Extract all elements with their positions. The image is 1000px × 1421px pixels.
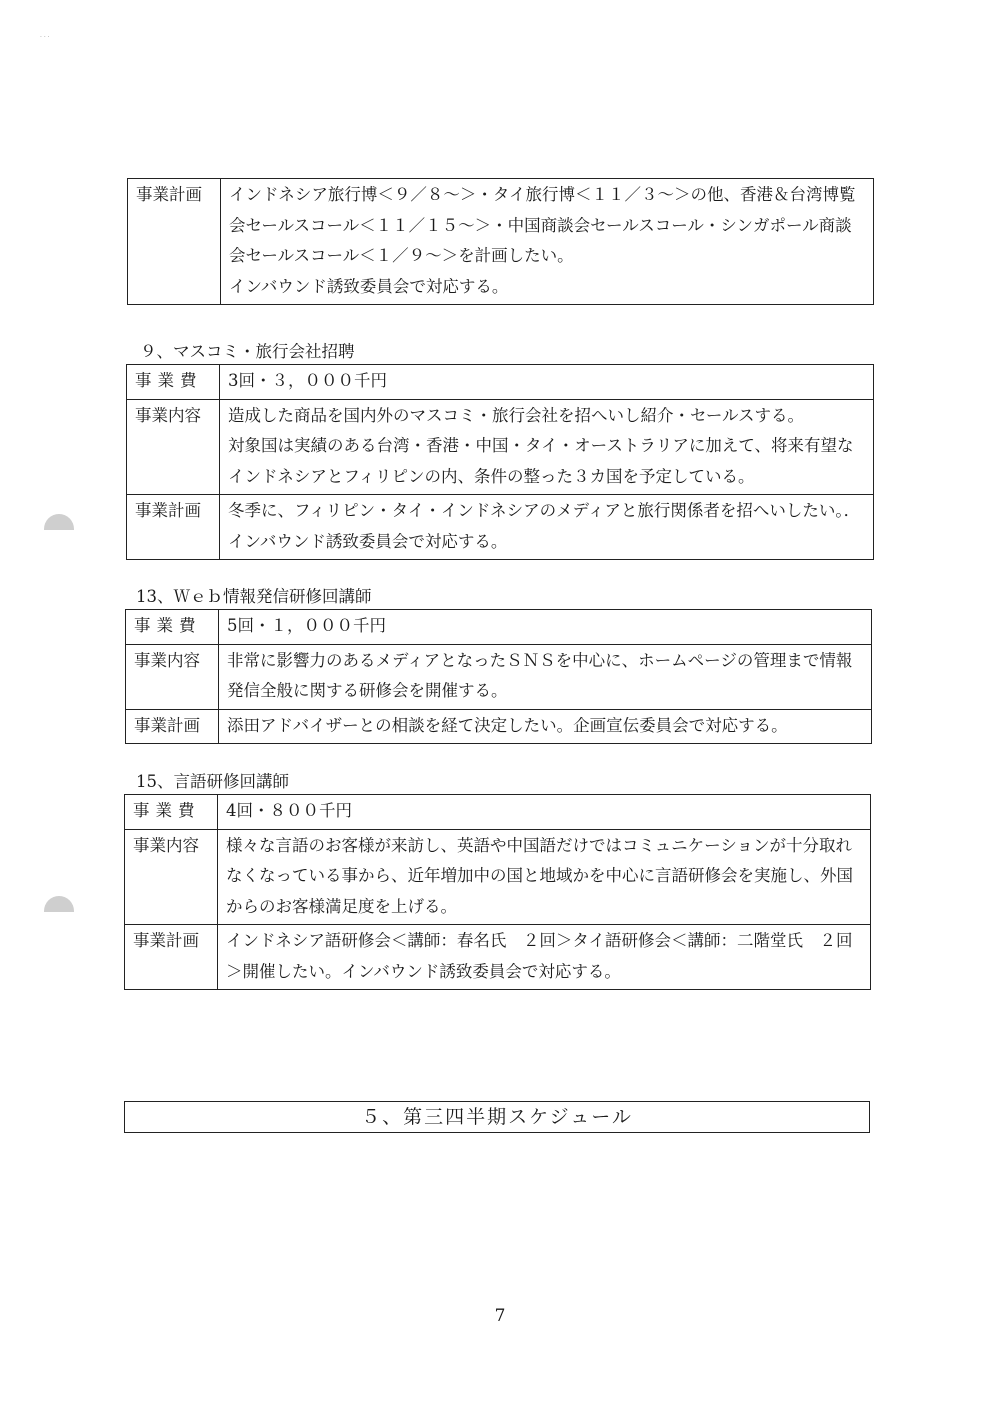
row-content: 5回・１，０００千円 [219, 610, 872, 645]
row-label: 事業内容 [127, 399, 220, 495]
table-section-15 [124, 794, 871, 990]
row-content: 4回・８００千円 [218, 795, 871, 830]
section-9-heading: ９、マスコミ・旅行会社招聘 [140, 342, 355, 361]
table-row [126, 610, 872, 645]
table-row [127, 399, 874, 495]
row-text: インドネシア旅行博＜９／８～＞・タイ旅行博＜１１／３～＞の他、香港＆台湾博覧会セールスコール＜１１／１５～＞・中国商談会セールスコール・シンガポール商談会セールスコール＜１／９～＞を計画したい。 [229, 185, 856, 265]
table-row [127, 495, 874, 560]
row-label: 事業内容 [125, 829, 218, 925]
table-row [125, 795, 871, 830]
row-content: 添田アドバイザーとの相談を経て決定したい。企画宣伝委員会で対応する。 [219, 709, 872, 744]
table-section-9 [126, 364, 874, 560]
row-label: 事業計画 [126, 709, 219, 744]
row-text-2: インバウンド誘致委員会で対応する。 [229, 276, 509, 296]
row-label: 事業計画 [125, 925, 218, 990]
section-15-heading: 15、言語研修回講師 [136, 772, 289, 791]
row-content [221, 179, 874, 305]
row-content: 非常に影響力のあるメディアとなったＳＮＳを中心に、ホームページの管理まで情報発信全般に関する研修会を開催する。 [219, 644, 872, 709]
table-row [125, 829, 871, 925]
row-label: 事業費 [125, 795, 218, 830]
punch-hole-mark [44, 514, 74, 530]
table-row [126, 709, 872, 744]
row-label: 事業費 [127, 365, 220, 400]
row-label: 事業計画 [128, 179, 221, 305]
table-row [125, 925, 871, 990]
row-label: 事業内容 [126, 644, 219, 709]
schedule-section-heading: ５、第三四半期スケジュール [124, 1101, 870, 1133]
row-content: インドネシア語研修会＜講師：春名氏 ２回＞タイ語研修会＜講師：二階堂氏 ２回＞開催したい。インバウンド誘致委員会で対応する。 [218, 925, 871, 990]
table-row [127, 365, 874, 400]
punch-hole-mark [44, 896, 74, 912]
section-13-heading: 13、Ｗｅｂ情報発信研修回講師 [136, 587, 372, 606]
row-text: 造成した商品を国内外のマスコミ・旅行会社を招へいし紹介・セールスする。 [228, 405, 805, 425]
row-content: 様々な言語のお客様が来訪し、英語や中国語だけではコミュニケーションが十分取れなくなっている事から、近年増加中の国と地域かを中心に言語研修会を実施し、外国からのお客様満足度を上げる。 [218, 829, 871, 925]
table-top [127, 178, 874, 305]
row-content [220, 399, 874, 495]
table-section-13 [125, 609, 872, 744]
row-text-2: 対象国は実績のある台湾・香港・中国・タイ・オーストラリアに加えて、将来有望なインドネシアとフィリピンの内、条件の整った３カ国を予定している。 [228, 436, 854, 486]
row-content: 冬季に、フィリピン・タイ・インドネシアのメディアと旅行関係者を招へいしたい。．インバウンド誘致委員会で対応する。 [220, 495, 874, 560]
scan-specks: · · · [40, 34, 50, 41]
row-label: 事業費 [126, 610, 219, 645]
table-row [128, 179, 874, 305]
row-label: 事業計画 [127, 495, 220, 560]
page-number: 7 [494, 1306, 506, 1326]
row-content: 3回・３，０００千円 [220, 365, 874, 400]
table-row [126, 644, 872, 709]
